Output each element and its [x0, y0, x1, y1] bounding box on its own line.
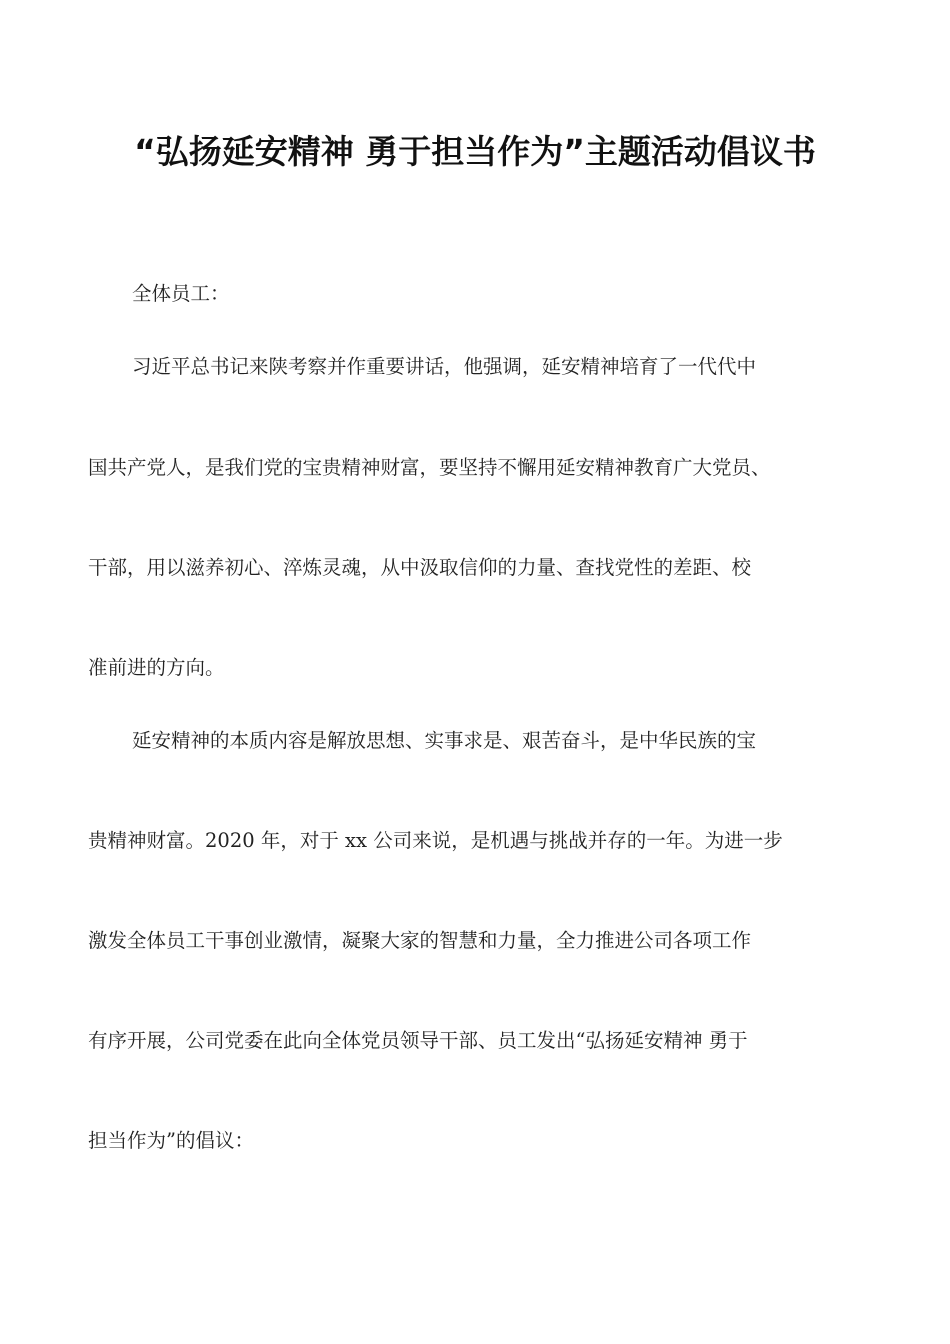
paragraph-2-line-5: 担当作为”的倡议： [88, 1129, 254, 1152]
paragraph-1-line-1: 习近平总书记来陕考察并作重要讲话，他强调，延安精神培育了一代代中 [132, 355, 757, 378]
paragraph-2-line-2: 贵精神财富。2020 年，对于 xx 公司来说，是机遇与挑战并存的一年。为进一步 [88, 829, 783, 852]
paragraph-2-line-4: 有序开展，公司党委在此向全体党员领导干部、员工发出“弘扬延安精神 勇于 [88, 1029, 748, 1052]
paragraph-2-line-1: 延安精神的本质内容是解放思想、实事求是、艰苦奋斗，是中华民族的宝 [132, 729, 757, 752]
paragraph-1-line-3: 干部，用以滋养初心、淬炼灵魂，从中汲取信仰的力量、查找党性的差距、校 [88, 556, 752, 579]
paragraph-1-line-2: 国共产党人，是我们党的宝贵精神财富，要坚持不懈用延安精神教育广大党员、 [88, 456, 771, 479]
document-title: “弘扬延安精神 勇于担当作为”主题活动倡议书 [134, 132, 816, 171]
paragraph-1-line-4: 准前进的方向。 [88, 656, 225, 679]
salutation: 全体员工： [132, 282, 230, 305]
paragraph-2-line-3: 激发全体员工干事创业激情，凝聚大家的智慧和力量，全力推进公司各项工作 [88, 929, 752, 952]
